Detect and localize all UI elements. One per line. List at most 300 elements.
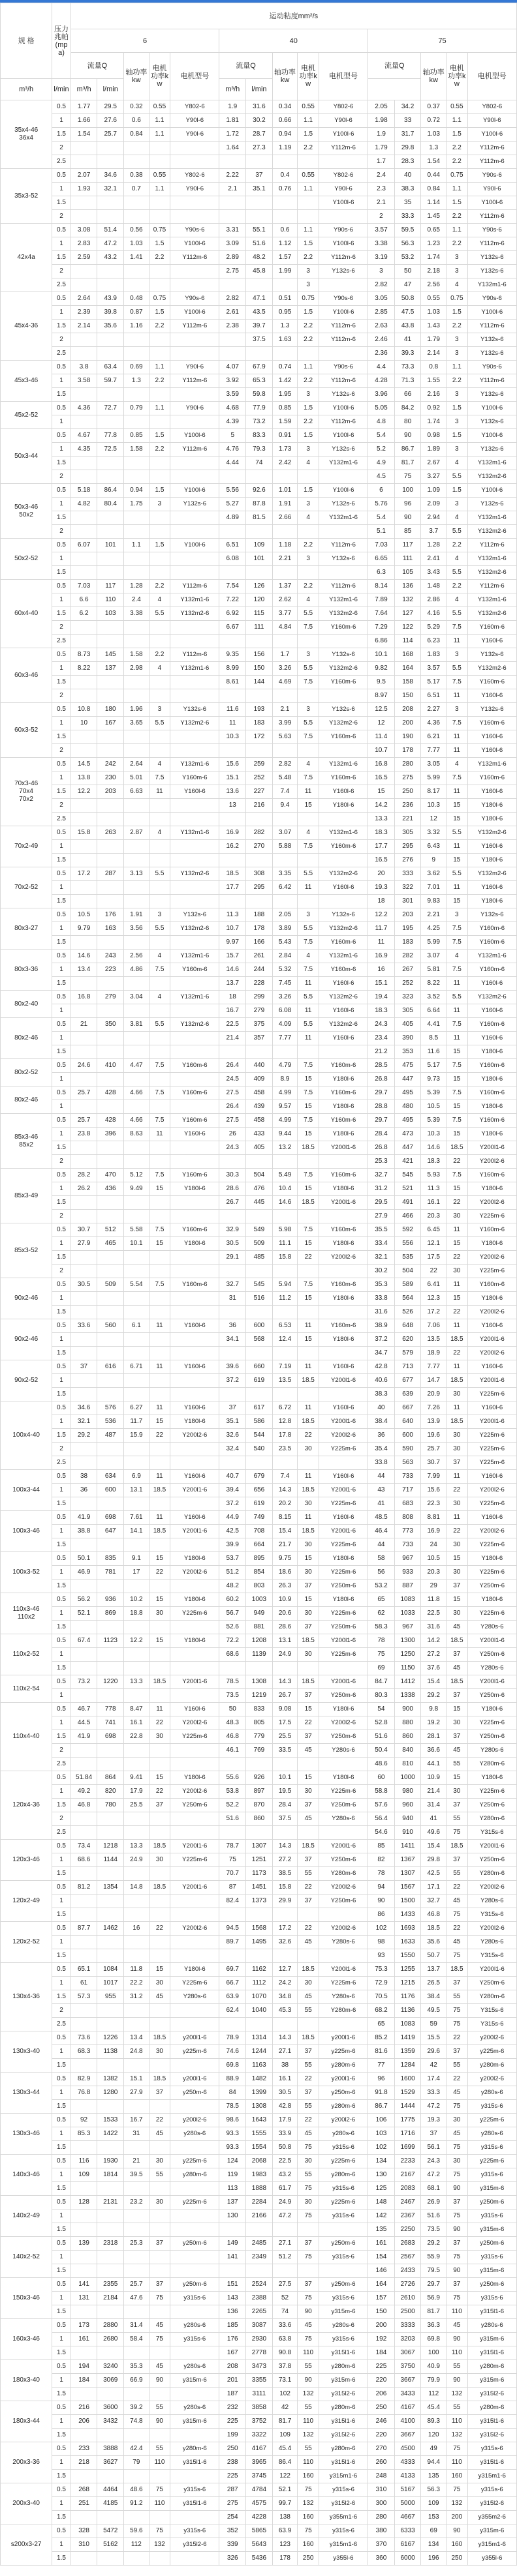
- motor-power-cell: 2.2: [149, 443, 170, 457]
- motor-power-cell: 45: [298, 1990, 319, 2004]
- motor-power-cell: [149, 1744, 170, 1758]
- shaft-power-cell: 52.1: [272, 2483, 298, 2497]
- shaft-power-cell: 25.5: [124, 1799, 149, 1812]
- pressure-cell: 0.5: [52, 580, 70, 593]
- flow-lmin-cell: 270: [246, 840, 273, 854]
- shaft-power-cell: [124, 525, 149, 539]
- table-row: [1, 1401, 517, 1415]
- motor-power-cell: 1.1: [149, 128, 170, 142]
- motor-model-cell: Y200l2-6: [467, 1196, 516, 1210]
- flow-lmin-cell: 90: [394, 511, 421, 525]
- shaft-power-cell: [124, 1100, 149, 1114]
- flow-m3h-cell: 164: [368, 2278, 395, 2292]
- motor-power-cell: 5.5: [149, 867, 170, 881]
- flow-m3h-cell: [70, 730, 97, 744]
- motor-power-cell: 5.5: [298, 717, 319, 730]
- flow-lmin-cell: 967: [394, 1552, 421, 1566]
- pressure-cell: 0.5: [52, 2401, 70, 2415]
- flow-m3h-cell: 33.4: [368, 1237, 395, 1251]
- flow-m3h-cell: [219, 1662, 246, 1675]
- motor-model-cell: Y160l-6: [467, 881, 516, 895]
- flow-lmin-cell: [97, 676, 124, 689]
- motor-power-cell: 11: [149, 1511, 170, 1525]
- flow-m3h-cell: 13.3: [368, 813, 395, 826]
- shaft-power-cell: 0.98: [421, 429, 446, 443]
- shaft-power-cell: [124, 1004, 149, 1018]
- flow-m3h-cell: 29.7: [368, 1086, 395, 1100]
- shaft-power-cell: 2.66: [272, 511, 298, 525]
- pressure-cell: 1.5: [52, 2552, 70, 2566]
- shaft-power-cell: 4.99: [272, 1114, 298, 1128]
- motor-power-cell: 1.5: [149, 429, 170, 443]
- flow-lmin-cell: 495: [394, 1114, 421, 1128]
- motor-power-cell: 3: [298, 648, 319, 662]
- flow-lmin-cell: 803: [246, 1580, 273, 1593]
- flow-lmin-cell: 3069: [97, 2374, 124, 2388]
- motor-model-cell: Y90l-6: [319, 114, 368, 128]
- table-row: [1, 1538, 517, 1552]
- motor-power-cell: 15: [149, 1593, 170, 1607]
- motor-model-cell: Y160m-6: [170, 963, 219, 977]
- flow-m3h-cell: 15.6: [219, 758, 246, 771]
- pressure-cell: 2: [52, 210, 70, 224]
- shaft-power-cell: 10.9: [421, 1771, 446, 1785]
- motor-model-cell: Y100l-6: [170, 429, 219, 443]
- pressure-cell: 1: [52, 1484, 70, 1497]
- motor-power-cell: [149, 881, 170, 895]
- shaft-power-cell: 36.3: [421, 2319, 446, 2333]
- flow-m3h-cell: 75.3: [368, 1963, 395, 1977]
- shaft-power-cell: [124, 2004, 149, 2018]
- motor-power-cell: 45: [298, 2127, 319, 2141]
- motor-power-cell: 5.5: [446, 566, 468, 580]
- motor-model-cell: Y132s-6: [319, 265, 368, 278]
- shaft-power-cell: 99.7: [272, 2497, 298, 2511]
- motor-model-cell: Y132s-6: [319, 552, 368, 566]
- pressure-cell: 0.5: [52, 1634, 70, 1648]
- table-row: [1, 950, 517, 963]
- shaft-power-cell: 11.3: [421, 1182, 446, 1196]
- flow-lmin-cell: 295: [246, 881, 273, 895]
- shaft-power-cell: 196: [421, 2552, 446, 2566]
- motor-power-cell: 15: [446, 799, 468, 813]
- flow-lmin-cell: 29.5: [97, 100, 124, 114]
- shaft-power-cell: [124, 265, 149, 278]
- flow-lmin-cell: 3752: [246, 2415, 273, 2429]
- motor-model-cell: [170, 2251, 219, 2264]
- pressure-cell: 1: [52, 662, 70, 676]
- flow-m3h-cell: 70.5: [368, 1990, 395, 2004]
- flow-m3h-cell: 125: [368, 2182, 395, 2196]
- shaft-power-cell: 56.3: [421, 2483, 446, 2497]
- pressure-cell: 1: [52, 2168, 70, 2182]
- shaft-power-cell: [272, 1662, 298, 1675]
- table-row: [1, 785, 517, 799]
- motor-model-cell: Y112m-6: [170, 443, 219, 457]
- shaft-power-cell: 3.81: [124, 1018, 149, 1032]
- motor-model-cell: y225m-6: [467, 2114, 516, 2127]
- pressure-cell: 1.5: [52, 1196, 70, 1210]
- flow-lmin-cell: 4100: [394, 2415, 421, 2429]
- flow-lmin-cell: [246, 895, 273, 908]
- motor-model-cell: Y160m-6: [170, 1114, 219, 1128]
- motor-power-cell: [149, 333, 170, 347]
- flow-lmin-cell: 405: [246, 1141, 273, 1155]
- motor-power-cell: 30: [298, 1977, 319, 1990]
- flow-m3h-cell: [70, 525, 97, 539]
- motor-power-cell: [149, 1073, 170, 1086]
- flow-m3h-cell: 7.03: [70, 580, 97, 593]
- motor-model-cell: [170, 730, 219, 744]
- spec-cell: 110x4-40: [1, 1703, 52, 1771]
- shaft-power-cell: 15.4: [272, 1525, 298, 1538]
- flow-m3h-cell: 287: [219, 2483, 246, 2497]
- flow-lmin-cell: 35.1: [246, 183, 273, 196]
- flow-m3h-cell: 10.5: [70, 908, 97, 922]
- flow-lmin-cell: 504: [246, 1169, 273, 1182]
- table-row: [1, 1196, 517, 1210]
- shaft-power-cell: [124, 1689, 149, 1703]
- motor-power-cell: 37: [298, 1853, 319, 1867]
- motor-model-cell: [170, 1936, 219, 1949]
- flow-m3h-cell: 5.4: [368, 511, 395, 525]
- flow-m3h-cell: 2.22: [219, 169, 246, 183]
- motor-power-cell: [149, 347, 170, 361]
- shaft-power-cell: 0.32: [124, 100, 149, 114]
- motor-power-cell: 75: [298, 2251, 319, 2264]
- motor-power-cell: 4: [149, 991, 170, 1004]
- motor-power-cell: 7.5: [298, 1114, 319, 1128]
- motor-power-cell: 4: [149, 758, 170, 771]
- flow-lmin-cell: 276: [394, 854, 421, 867]
- flow-header: 流量Q: [219, 53, 272, 79]
- flow-m3h-cell: [70, 2100, 97, 2114]
- motor-power-cell: [149, 1347, 170, 1360]
- pressure-cell: 2: [52, 2004, 70, 2018]
- shaft-power-cell: 6.45: [421, 1223, 446, 1237]
- motor-model-cell: Y160l-6: [319, 881, 368, 895]
- motor-model-cell: Y160m-6: [467, 1169, 516, 1182]
- flow-lmin-cell: 779: [246, 1730, 273, 1744]
- shaft-power-cell: 120: [421, 2429, 446, 2442]
- flow-m3h-cell: [70, 1347, 97, 1360]
- flow-m3h-cell: 11.3: [219, 908, 246, 922]
- shaft-power-cell: 2.98: [124, 662, 149, 676]
- shaft-power-cell: 32.6: [272, 1936, 298, 1949]
- motor-power-cell: 37: [298, 2237, 319, 2251]
- motor-model-cell: Y180l-6: [170, 1237, 219, 1251]
- motor-power-cell: [298, 635, 319, 648]
- motor-power-cell: [149, 1689, 170, 1703]
- flow-m3h-cell: 68.3: [70, 2045, 97, 2059]
- flow-m3h-cell: 51.84: [70, 1771, 97, 1785]
- shaft-power-cell: 63.8: [272, 2333, 298, 2346]
- flow-m3h-cell: 5.05: [368, 402, 395, 415]
- flow-lmin-cell: [246, 1265, 273, 1278]
- shaft-power-cell: 69: [421, 2524, 446, 2538]
- motor-model-cell: y315s-6: [467, 2209, 516, 2223]
- flow-m3h-cell: 7.29: [368, 621, 395, 635]
- flow-m3h-cell: 88.9: [219, 2073, 246, 2086]
- motor-model-cell: Y180l-6: [319, 1771, 368, 1785]
- motor-model-cell: Y160m-6: [319, 1169, 368, 1182]
- flow-lmin-cell: 1643: [246, 2114, 273, 2127]
- motor-model-cell: [319, 1155, 368, 1169]
- motor-model-cell: Y802-6: [319, 100, 368, 114]
- motor-power-cell: 5.5: [298, 1018, 319, 1032]
- shaft-power-cell: [124, 1867, 149, 1881]
- shaft-power-cell: 13.5: [421, 1333, 446, 1347]
- motor-model-cell: Y132m2-6: [170, 922, 219, 936]
- motor-model-cell: y315m-6: [467, 2524, 516, 2538]
- shaft-power-cell: 2.14: [421, 347, 446, 361]
- motor-model-cell: Y160m-6: [170, 1169, 219, 1182]
- flow-lmin-cell: 926: [246, 1771, 273, 1785]
- shaft-power-cell: 100: [421, 2346, 446, 2360]
- flow-lmin-cell: 67.9: [246, 361, 273, 374]
- flow-m3h-cell: 6.86: [368, 635, 395, 648]
- table-row: [1, 333, 517, 347]
- shaft-power-cell: 21.7: [272, 1538, 298, 1552]
- pressure-cell: 1.5: [52, 2346, 70, 2360]
- table-row: [1, 2251, 517, 2264]
- table-row: [1, 2196, 517, 2209]
- flow-lmin-cell: 683: [394, 1497, 421, 1511]
- table-row: [1, 114, 517, 128]
- motor-power-cell: 55: [446, 2360, 468, 2374]
- flow-m3h-cell: 2.39: [70, 306, 97, 320]
- flow-m3h-cell: 32.7: [368, 1169, 395, 1182]
- flow-m3h-cell: 36: [368, 1429, 395, 1443]
- flow-m3h-cell: 35.1: [219, 1415, 246, 1429]
- motor-power-cell: [298, 210, 319, 224]
- flow-m3h-cell: 44: [368, 1470, 395, 1484]
- flow-m3h-cell: 16.5: [368, 771, 395, 785]
- motor-power-cell: 15: [446, 1237, 468, 1251]
- flow-lmin-cell: 322: [394, 881, 421, 895]
- motor-model-cell: Y225m-6: [467, 1497, 516, 1511]
- table-row: [1, 2456, 517, 2470]
- flow-m3h-cell: 30.7: [70, 1223, 97, 1237]
- motor-model-cell: [170, 1347, 219, 1360]
- flow-m3h-cell: 2.1: [368, 196, 395, 210]
- flow-lmin-cell: 195: [394, 922, 421, 936]
- pressure-cell: 1: [52, 771, 70, 785]
- motor-model-cell: y315s-6: [319, 2524, 368, 2538]
- flow-lmin-cell: 50: [394, 265, 421, 278]
- flow-m3h-cell: 238: [219, 2456, 246, 2470]
- shaft-power-cell: 10.5: [421, 1100, 446, 1114]
- motor-model-cell: Y90l-6: [170, 128, 219, 142]
- shaft-power-cell: 11.6: [421, 1045, 446, 1059]
- flow-lmin-cell: [97, 1895, 124, 1908]
- spec-cell: 35x4-46 36x4: [1, 100, 52, 169]
- flow-m3h-cell: 56: [368, 1566, 395, 1580]
- flow-lmin-cell: [97, 1826, 124, 1840]
- table-row: [1, 1634, 517, 1648]
- motor-model-cell: y280s-6: [170, 2401, 219, 2415]
- flow-lmin-cell: 1338: [394, 1689, 421, 1703]
- flow-m3h-cell: 7.54: [219, 580, 246, 593]
- shaft-power-cell: 17.4: [421, 2073, 446, 2086]
- flow-lmin-cell: 279: [246, 1004, 273, 1018]
- shaft-power-cell: 29.7: [421, 2278, 446, 2292]
- flow-lmin-cell: 167: [97, 717, 124, 730]
- motor-power-cell: [149, 2141, 170, 2155]
- motor-power-cell: [298, 895, 319, 908]
- shaft-power-cell: 45.4: [421, 2401, 446, 2415]
- shaft-power-cell: [272, 1908, 298, 1922]
- motor-power-cell: 90: [149, 2374, 170, 2388]
- shaft-power-cell: [272, 1347, 298, 1360]
- flow-lmin-cell: 35.6: [97, 320, 124, 333]
- motor-power-cell: 1.1: [149, 361, 170, 374]
- flow-lmin-cell: [246, 347, 273, 361]
- shaft-power-cell: 134: [421, 2538, 446, 2552]
- pressure-cell: 0.5: [52, 1552, 70, 1566]
- motor-model-cell: Y250m-6: [467, 1853, 516, 1867]
- motor-model-cell: Y225m-6: [319, 1566, 368, 1580]
- motor-power-cell: 250: [446, 2552, 468, 2566]
- flow-lmin-cell: 81.5: [246, 511, 273, 525]
- motor-model-cell: Y200l1-6: [319, 1374, 368, 1388]
- shaft-power-cell: 21: [124, 2155, 149, 2168]
- flow-m3h-cell: 16.7: [219, 1004, 246, 1018]
- flow-m3h-cell: 184: [368, 2346, 395, 2360]
- flow-lmin-cell: 43.8: [394, 320, 421, 333]
- motor-model-cell: y315m-6: [467, 2333, 516, 2346]
- motor-model-cell: [319, 1347, 368, 1360]
- table-row: [1, 1662, 517, 1675]
- shaft-power-cell: [124, 676, 149, 689]
- flow-m3h-cell: 52.2: [219, 1799, 246, 1812]
- motor-model-cell: [319, 689, 368, 703]
- motor-power-cell: 18.5: [149, 1675, 170, 1689]
- motor-power-cell: 4: [298, 593, 319, 607]
- motor-power-cell: 55: [298, 2100, 319, 2114]
- flow-m3h-cell: 5.18: [70, 484, 97, 498]
- motor-model-cell: Y132m1-6: [170, 593, 219, 607]
- motor-model-cell: Y160l-6: [170, 785, 219, 799]
- motor-model-cell: y315m-6: [467, 2374, 516, 2388]
- flow-lmin-cell: 111: [246, 621, 273, 635]
- shaft-power-cell: 9.8: [421, 1703, 446, 1716]
- motor-power-cell: 3: [298, 388, 319, 402]
- pressure-cell: 2.5: [52, 635, 70, 648]
- shaft-power-cell: 2.41: [421, 552, 446, 566]
- motor-power-cell: 45: [446, 1621, 468, 1634]
- table-row: [1, 1771, 517, 1785]
- motor-power-cell: 11: [298, 1470, 319, 1484]
- motor-model-cell: Y160l-6: [170, 1703, 219, 1716]
- pressure-cell: 1.5: [52, 2429, 70, 2442]
- motor-power-cell: 37: [446, 1689, 468, 1703]
- flow-m3h-cell: 233: [70, 2442, 97, 2456]
- lmin-header: l/min: [97, 79, 124, 100]
- shaft-power-cell: 51.2: [272, 2251, 298, 2264]
- motor-power-cell: 7.5: [298, 1278, 319, 1292]
- table-row: [1, 1785, 517, 1799]
- flow-m3h-cell: 55.6: [219, 1771, 246, 1785]
- motor-power-cell: 1.5: [298, 429, 319, 443]
- flow-lmin-cell: 648: [394, 1319, 421, 1333]
- shaft-power-cell: [124, 936, 149, 950]
- flow-lmin-cell: 656: [246, 1484, 273, 1497]
- flow-m3h-cell: 39.4: [219, 1484, 246, 1497]
- motor-model-cell: Y132m1-6: [170, 826, 219, 840]
- motor-power-cell: 2.2: [446, 580, 468, 593]
- motor-power-cell: 160: [298, 2511, 319, 2524]
- shaft-power-cell: [124, 1758, 149, 1771]
- shaft-power-header: 轴功率kw: [272, 53, 298, 100]
- table-row: [1, 2209, 517, 2223]
- viscosity-40-header: 40: [219, 29, 368, 53]
- flow-lmin-cell: 72.5: [97, 443, 124, 457]
- motor-model-cell: Y225m-6: [319, 1977, 368, 1990]
- motor-power-cell: 1.1: [298, 183, 319, 196]
- flow-lmin-cell: 589: [394, 1278, 421, 1292]
- flow-lmin-cell: 586: [246, 1415, 273, 1429]
- flow-lmin-cell: 2233: [394, 2155, 421, 2168]
- motor-power-cell: 3: [446, 908, 468, 922]
- flow-lmin-cell: [97, 1347, 124, 1360]
- motor-model-cell: Y180l-6: [467, 1703, 516, 1716]
- shaft-power-cell: [272, 2223, 298, 2237]
- flow-lmin-cell: 29.8: [394, 142, 421, 155]
- shaft-power-cell: 3.62: [421, 867, 446, 881]
- motor-model-cell: Y132m2-6: [319, 867, 368, 881]
- flow-m3h-cell: 24.3: [368, 1018, 395, 1032]
- flow-m3h-cell: 280: [368, 2511, 395, 2524]
- motor-model-cell: Y160l-6: [467, 1032, 516, 1045]
- flow-m3h-cell: 8.61: [219, 676, 246, 689]
- pressure-cell: 0.5: [52, 703, 70, 717]
- flow-m3h-cell: 14.2: [368, 799, 395, 813]
- shaft-power-cell: 79: [124, 2456, 149, 2470]
- motor-power-cell: 4: [446, 552, 468, 566]
- pressure-cell: 0.5: [52, 1470, 70, 1484]
- motor-power-cell: 15: [446, 1045, 468, 1059]
- motor-power-cell: 160: [446, 2538, 468, 2552]
- motor-model-cell: y225m-6: [319, 2196, 368, 2209]
- flow-m3h-cell: 6: [368, 484, 395, 498]
- flow-m3h-cell: 5.56: [219, 484, 246, 498]
- flow-lmin-cell: 1220: [97, 1675, 124, 1689]
- motor-power-cell: 22: [446, 2031, 468, 2045]
- flow-m3h-cell: [70, 895, 97, 908]
- motor-power-cell: [149, 552, 170, 566]
- motor-power-cell: 7.5: [446, 1086, 468, 1100]
- motor-power-cell: 45: [446, 2127, 468, 2141]
- motor-power-cell: 22: [149, 1716, 170, 1730]
- shaft-power-cell: 19.5: [272, 1785, 298, 1799]
- shaft-power-cell: [124, 196, 149, 210]
- flow-m3h-cell: 26: [219, 1128, 246, 1141]
- flow-m3h-cell: 30.5: [219, 1237, 246, 1251]
- motor-power-cell: 7.5: [446, 1114, 468, 1128]
- motor-model-cell: Y132s-6: [170, 498, 219, 511]
- flow-lmin-cell: 1000: [394, 1771, 421, 1785]
- motor-power-cell: 37: [446, 2196, 468, 2209]
- motor-power-cell: 7.5: [298, 840, 319, 854]
- motor-model-cell: Y200l1-6: [170, 1525, 219, 1538]
- motor-model-cell: Y132m2-6: [319, 717, 368, 730]
- motor-model-cell: [319, 1908, 368, 1922]
- motor-power-cell: 30: [149, 1607, 170, 1621]
- pressure-cell: 2: [52, 525, 70, 539]
- pressure-cell: 1: [52, 1415, 70, 1429]
- flow-m3h-cell: 270: [368, 2442, 395, 2456]
